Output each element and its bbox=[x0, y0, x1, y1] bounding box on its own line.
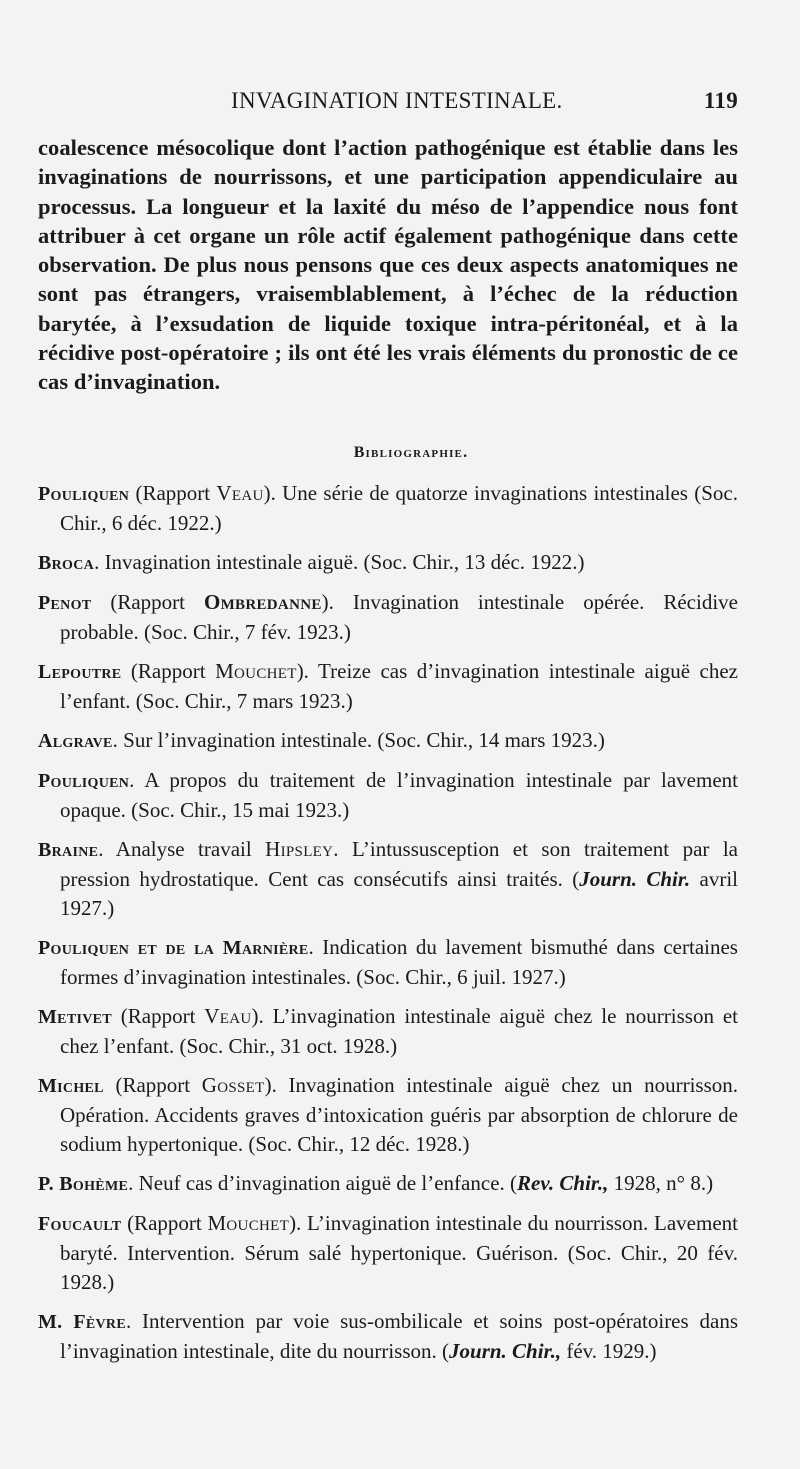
entry-author: Pouliquen et de la Marnière bbox=[38, 937, 309, 959]
entry-text: . L’intussusception et son traitement par la pression hydrostatique. Cent cas consécutifs ainsi traités. ( bbox=[60, 837, 738, 891]
bibliography-entry bbox=[38, 1209, 738, 1297]
bibliography-entry bbox=[38, 1002, 738, 1061]
entry-reporter: Veau bbox=[216, 481, 264, 505]
entry-author: P. Bohème bbox=[38, 1173, 129, 1195]
entry-tail: 1928, n° 8.) bbox=[608, 1171, 714, 1195]
bibliography-entry bbox=[38, 766, 738, 825]
entry-source: Journ. Chir. bbox=[579, 867, 691, 891]
entry-text: . Neuf cas d’invagination aiguë de l’enfance. ( bbox=[128, 1171, 518, 1195]
bibliography-entry bbox=[38, 726, 738, 756]
entry-author: Pouliquen bbox=[38, 483, 130, 505]
entry-source: Rev. Chir., bbox=[517, 1171, 609, 1195]
entry-author: Algrave bbox=[38, 730, 113, 752]
entry-reporter: Mouchet bbox=[207, 1211, 290, 1235]
entry-text: (Rapport bbox=[129, 481, 217, 505]
entry-author: Foucault bbox=[38, 1213, 122, 1235]
entry-reporter: Ombredanne bbox=[203, 590, 322, 614]
bibliography-entry bbox=[38, 1307, 738, 1366]
entry-text: (Rapport bbox=[121, 659, 216, 683]
entry-author: Penot bbox=[38, 592, 92, 614]
running-header bbox=[38, 88, 738, 120]
entry-text: . Sur l’invagination intestinale. (Soc. Chir., 14 mars 1923.) bbox=[112, 728, 605, 752]
entry-text: ). Invagination intestinale opérée. Récidive probable. (Soc. Chir., 7 fév. 1923.) bbox=[60, 590, 738, 644]
running-title: INVAGINATION INTESTINALE. bbox=[231, 88, 563, 113]
entry-author: Michel bbox=[38, 1075, 104, 1097]
entry-author: Braine bbox=[38, 839, 99, 861]
entry-text: . Indication du lavement bismuthé dans certaines formes d’invagination intestinales. (Soc. Chir., 6 juil. 1927.) bbox=[60, 935, 738, 989]
bibliography-entry bbox=[38, 835, 738, 923]
entry-text: ). L’invagination intestinale aiguë chez le nourrisson et chez l’enfant. (Soc. Chir., 31 oct. 1928.) bbox=[60, 1004, 738, 1058]
bibliography-entry bbox=[38, 1169, 738, 1199]
entry-tail: avril 1927.) bbox=[60, 867, 738, 920]
bibliography-entry bbox=[38, 933, 738, 992]
entry-text: . Analyse travail bbox=[98, 837, 266, 861]
entry-text: (Rapport bbox=[111, 1004, 205, 1028]
bibliography-heading: Bibliographie. bbox=[353, 444, 469, 461]
entry-text: . Intervention par voie sus-ombilicale et soins post-opératoires dans l’invagination intestinale, dite du nourrisson. ( bbox=[60, 1309, 738, 1363]
entry-reporter: Gosset bbox=[201, 1073, 265, 1097]
body-paragraph: coalescence mésocolique dont l’action pathogénique est établie dans les invaginations de nourrissons, et une participation appendiculaire au processus. La longueur et la laxité du méso de l’appendice nous font attribuer à cet organe un rôle actif également pathogénique dans cette observation. De plus nous pensons que ces deux aspects anatomiques ne sont pas étrangers, vraisemblablement, à l’échec de la réduction barytée, à l’exsudation de liquide toxique intra-péritonéal, et à la récidive post-opératoire ; ils ont été les vrais éléments du pronostic de ce cas d’invagination. bbox=[38, 135, 738, 395]
entry-tail: fév. 1929.) bbox=[561, 1339, 657, 1363]
entry-text: . Invagination intestinale aiguë. (Soc. Chir., 13 déc. 1922.) bbox=[94, 550, 585, 574]
entry-text: (Rapport bbox=[91, 590, 204, 614]
bibliography-list bbox=[38, 479, 738, 1376]
entry-author: Lepoutre bbox=[38, 661, 122, 683]
bibliography-entry bbox=[38, 657, 738, 716]
bibliography-entry bbox=[38, 588, 738, 647]
entry-text: ). Une série de quatorze invaginations intestinales (Soc. Chir., 6 déc. 1922.) bbox=[60, 481, 738, 535]
entry-reporter: Hipsley bbox=[265, 837, 334, 861]
entry-source: Journ. Chir., bbox=[449, 1339, 562, 1363]
entry-text: . A propos du traitement de l’invagination intestinale par lavement opaque. (Soc. Chir., 15 mai 1923.) bbox=[60, 768, 738, 822]
entry-author: Broca bbox=[38, 552, 95, 574]
bibliography-entry bbox=[38, 1071, 738, 1159]
entry-text: ). L’invagination intestinale du nourrisson. Lavement baryté. Intervention. Sérum salé hypertonique. Guérison. (Soc. Chir., 20 fév. 1928.) bbox=[60, 1211, 738, 1294]
entry-text: (Rapport bbox=[103, 1073, 202, 1097]
entry-author: Pouliquen bbox=[38, 770, 130, 792]
entry-author: Metivet bbox=[38, 1006, 112, 1028]
bibliography-entry bbox=[38, 479, 738, 538]
entry-text: ). Invagination intestinale aiguë chez un nourrisson. Opération. Accidents graves d’intoxication guéris par absorption de chlorure de sodium hypertonique. (Soc. Chir., 12 déc. 1928.) bbox=[60, 1073, 738, 1156]
entry-reporter: Veau bbox=[204, 1004, 252, 1028]
entry-reporter: Mouchet bbox=[215, 659, 297, 683]
entry-author: M. Fèvre bbox=[38, 1311, 126, 1333]
entry-text: ). Treize cas d’invagination intestinale aiguë chez l’enfant. (Soc. Chir., 7 mars 1923.) bbox=[60, 659, 738, 713]
page-number: 119 bbox=[703, 88, 738, 113]
bibliography-entry bbox=[38, 548, 738, 578]
entry-text: (Rapport bbox=[121, 1211, 208, 1235]
